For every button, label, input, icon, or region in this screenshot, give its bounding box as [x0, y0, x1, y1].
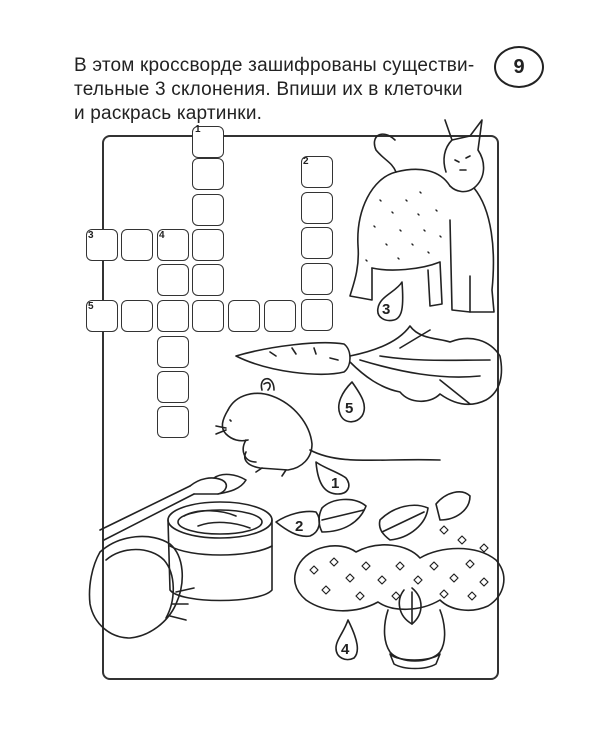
- clue-number-5: 5: [88, 301, 94, 312]
- clue-number-1: 1: [195, 124, 201, 135]
- lilac-label: 4: [341, 641, 350, 658]
- mouse-label: 1: [331, 475, 340, 492]
- mouse-drawing: [216, 379, 440, 476]
- paint-drawing: [89, 474, 272, 638]
- clue-number-2: 2: [303, 156, 309, 167]
- instructions-line-1: В этом кроссворде зашифрованы существи-: [74, 55, 475, 76]
- clue-number-4: 4: [159, 230, 165, 241]
- paint-label: 2: [295, 518, 304, 535]
- instructions-line-2: тельные 3 склонения. Впиши их в клеточки: [74, 79, 463, 100]
- carrot-label: 5: [345, 400, 354, 417]
- clue-number-3: 3: [88, 230, 94, 241]
- lynx-label: 3: [382, 301, 391, 318]
- instructions-line-3: и раскрась картинки.: [74, 103, 263, 124]
- carrot-drawing: [236, 326, 501, 404]
- page-number: 9: [513, 55, 525, 78]
- lilac-drawing: [295, 492, 504, 669]
- lynx-drawing: [350, 120, 494, 312]
